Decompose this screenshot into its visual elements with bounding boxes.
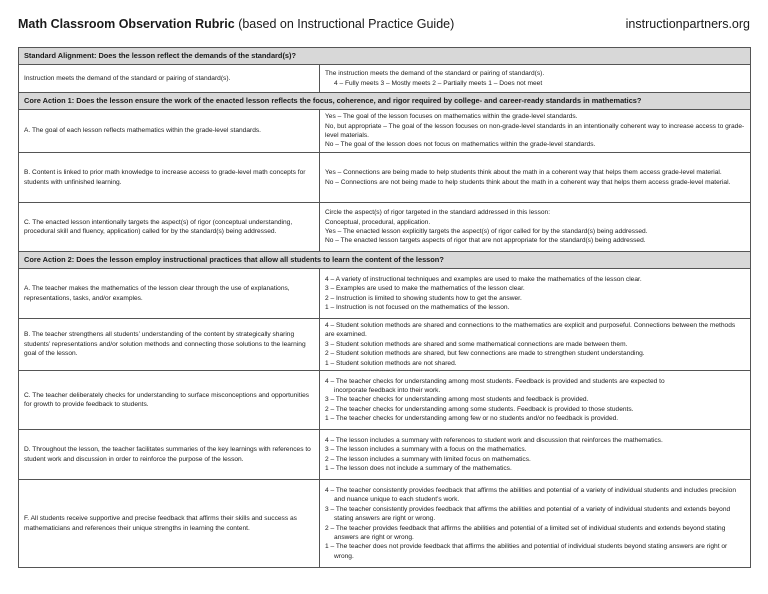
descriptor-line: 4 – A variety of instructional techniques and examples are used to make the mathematics of the lesson clear. xyxy=(325,275,642,283)
descriptor-line: 3 – Student solution methods are shared and some mathematical connections are made between them. xyxy=(325,340,628,348)
descriptor-line: 2 – Instruction is limited to showing students how to get the answer. xyxy=(325,294,522,302)
descriptor-line: Yes – Connections are being made to help students think about the math in a coherent way that helps them access grade-level material. xyxy=(325,169,722,177)
descriptor-line: 2 – Student solution methods are shared, but few connections are made to strengthen student understanding. xyxy=(325,350,645,358)
descriptor-cell xyxy=(320,269,751,319)
descriptor-cell xyxy=(320,153,751,203)
descriptor-cell xyxy=(320,65,751,93)
table-row xyxy=(19,65,751,93)
table-row xyxy=(19,319,751,371)
descriptor-line: 1 – Instruction is not focused on the mathematics of the lesson. xyxy=(325,303,510,311)
descriptor-line: No – The goal of the lesson does not focus on mathematics within the grade-level standards. xyxy=(325,141,596,149)
standard-alignment-heading: Standard Alignment: Does the lesson reflect the demands of the standard(s)? xyxy=(19,48,751,65)
core-action-1-heading: Core Action 1: Does the lesson ensure the work of the enacted lesson reflects the focus, coherence, and rigor required by college- and career-ready standards in mathematics? xyxy=(19,93,751,110)
descriptor-line: 3 – The teacher checks for understanding among most students and feedback is provided. xyxy=(325,396,589,404)
descriptor-line: No – Connections are not being made to help students think about the math in a coherent way that helps them access grade-level material. xyxy=(325,178,731,186)
descriptor-line: 4 – The teacher checks for understanding among most students. Feedback is provided and students are expected to xyxy=(325,377,665,385)
rubric-table xyxy=(18,47,751,568)
descriptor-cell xyxy=(320,319,751,371)
descriptor-line: Yes – The goal of the lesson focuses on mathematics within the grade-level standards. xyxy=(325,113,578,121)
descriptor-cell xyxy=(320,430,751,480)
descriptor-line: incorporate feedback into their work. xyxy=(334,386,441,394)
core-action-2-heading: Core Action 2: Does the lesson employ instructional practices that allow all students to learn the content of the lesson? xyxy=(19,252,751,269)
descriptor-line: 2 – The teacher checks for understanding among some students. Feedback is provided to those students. xyxy=(325,405,634,413)
descriptor-line: Yes – The enacted lesson explicitly targets the aspect(s) of rigor called for by the standard(s) being addressed. xyxy=(325,228,648,235)
descriptor-line: 3 – The lesson includes a summary with a focus on the mathematics. xyxy=(325,446,527,454)
page-header xyxy=(18,17,750,37)
descriptor-line: 4 – Student solution methods are shared and connections to the mathematics are explicit and purposeful. Connections between the methods are examined. xyxy=(325,322,736,339)
criterion-cell: C. The teacher deliberately checks for understanding to surface misconceptions and opportunities for growth to provide feedback to students. xyxy=(19,371,320,430)
criterion-cell: B. The teacher strengthens all students’ understanding of the content by strategically sharing students’ representations and/or solution methods and connecting those solutions to the learning goal of the lesson. xyxy=(19,319,320,371)
criterion-cell: F. All students receive supportive and precise feedback that affirms their skills and success as mathematicians and references their unique strengths in learning the content. xyxy=(19,480,320,568)
table-row xyxy=(19,110,751,153)
title-bold: Math Classroom Observation Rubric xyxy=(18,17,235,31)
site-url: instructionpartners.org xyxy=(625,17,750,31)
page-title xyxy=(18,17,454,31)
descriptor-line: The instruction meets the demand of the standard or pairing of standard(s). xyxy=(325,70,545,78)
section-header xyxy=(19,252,751,269)
descriptor-line: 4 – The lesson includes a summary with references to student work and discussion that reinforces the mathematics. xyxy=(325,436,663,444)
criterion-cell: C. The enacted lesson intentionally targets the aspect(s) of rigor (conceptual understanding, procedural skill and fluency, application) called for by the standard(s) being addressed. xyxy=(19,203,320,252)
table-row xyxy=(19,430,751,480)
descriptor-line: 3 – The teacher consistently provides feedback that affirms the abilities and potential of a variety of individual students and extends beyond stating answers are right or wrong. xyxy=(325,505,731,523)
descriptor-cell xyxy=(320,480,751,568)
descriptor-line: 2 – The teacher provides feedback that affirms the abilities and potential of a limited set of individual students and extends beyond stating answers are right or wrong. xyxy=(325,524,726,541)
criterion-cell: D. Throughout the lesson, the teacher facilitates summaries of the key learnings with references to student work and discussion in order to reinforce the purpose of the lesson. xyxy=(19,430,320,480)
descriptor-line: 4 – The teacher consistently provides feedback that affirms the abilities and potential of a variety of individual students and includes precision and nuance unique to each student’s work. xyxy=(325,486,737,504)
rating-scale: 4 – Fully meets 3 – Mostly meets 2 – Partially meets 1 – Does not meet xyxy=(334,79,543,87)
criterion-cell: Instruction meets the demand of the standard or pairing of standard(s). xyxy=(19,65,320,93)
section-header xyxy=(19,93,751,110)
criterion-cell: A. The teacher makes the mathematics of the lesson clear through the use of explanations, representations, tasks, and/or examples. xyxy=(19,269,320,319)
descriptor-line: Conceptual, procedural, application. xyxy=(325,218,431,226)
descriptor-line: No – The enacted lesson targets aspects of rigor that are not appropriate for the standard(s) being addressed. xyxy=(325,237,646,245)
criterion-cell: A. The goal of each lesson reflects mathematics within the grade-level standards. xyxy=(19,110,320,153)
descriptor-line: No, but appropriate – The goal of the lesson focuses on non-grade-level standards in an intentionally coherent way to increase access to grade-level materials. xyxy=(325,122,745,139)
descriptor-line: 2 – The lesson includes a summary with limited focus on mathematics. xyxy=(325,455,531,463)
table-row xyxy=(19,480,751,568)
descriptor-line: 1 – The teacher checks for understanding among few or no students and/or no feedback is provided. xyxy=(325,415,619,423)
descriptor-line: 1 – The lesson does not include a summary of the mathematics. xyxy=(325,464,512,472)
descriptor-line: 3 – Examples are used to make the mathematics of the lesson clear. xyxy=(325,285,525,293)
descriptor-cell xyxy=(320,371,751,430)
descriptor-line: Circle the aspect(s) of rigor targeted in the standard addressed in this lesson: xyxy=(325,209,551,217)
descriptor-line: 1 – Student solution methods are not shared. xyxy=(325,359,457,367)
table-row xyxy=(19,371,751,430)
table-row xyxy=(19,153,751,203)
title-subtitle: (based on Instructional Practice Guide) xyxy=(234,17,455,31)
table-row xyxy=(19,203,751,252)
section-header xyxy=(19,48,751,65)
descriptor-cell xyxy=(320,110,751,153)
table-row xyxy=(19,269,751,319)
descriptor-cell xyxy=(320,203,751,252)
descriptor-line: 1 – The teacher does not provide feedback that affirms the abilities and potential of individual students beyond stating answers are right or wrong. xyxy=(325,543,728,560)
criterion-cell: B. Content is linked to prior math knowledge to increase access to grade-level math concepts for students with unfinished learning. xyxy=(19,153,320,203)
